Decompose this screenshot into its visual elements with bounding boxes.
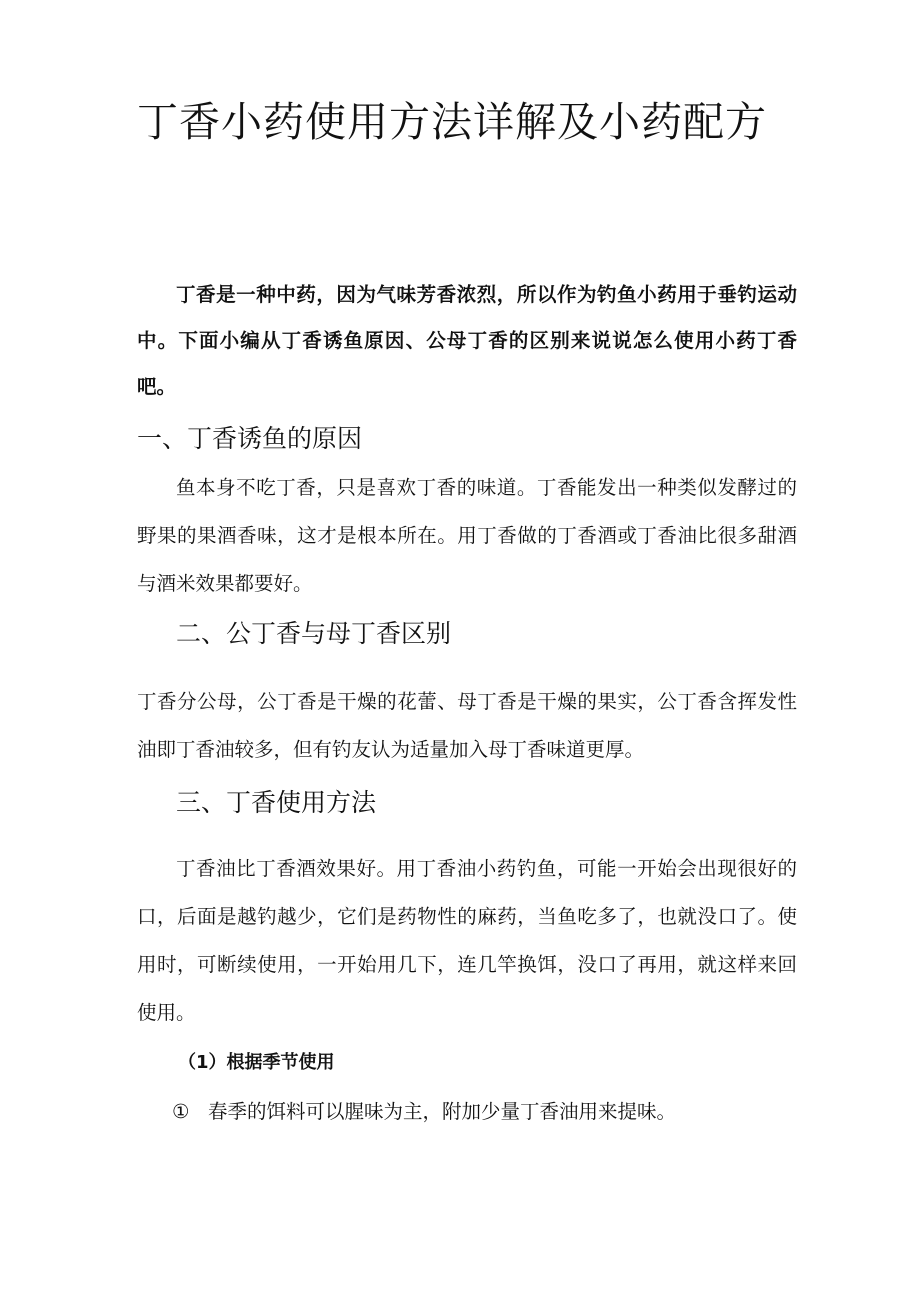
intro-paragraph: 丁香是一种中药，因为气味芳香浓烈，所以作为钓鱼小药用于垂钓运动中。下面小编从丁香诱鱼原因、公母丁香的区别来说说怎么使用小药丁香吧。 — [137, 283, 797, 398]
list-item-text: 春季的饵料可以腥味为主，附加少量丁香油用来提味。 — [208, 1100, 677, 1123]
section-paragraph-1: 鱼本身不吃丁香，只是喜欢丁香的味道。丁香能发出一种类似发酵过的野果的果酒香味，这才是根本所在。用丁香做的丁香酒或丁香油比很多甜酒与酒米效果都要好。 — [137, 476, 797, 595]
document-title: 丁香小药使用方法详解及小药配方 — [137, 98, 767, 146]
section-heading-3: 三、丁香使用方法 — [176, 788, 377, 817]
subheading-season: （1）根据季节使用 — [178, 1052, 335, 1073]
section-paragraph-3: 丁香油比丁香酒效果好。用丁香油小药钓鱼，可能一开始会出现很好的口，后面是越钓越少，它们是药物性的麻药，当鱼吃多了，也就没口了。使用时，可断续使用，一开始用几下，连几竿换饵，没口了再用，就这样来回使用。 — [137, 857, 797, 1024]
section-heading-1: 一、丁香诱鱼的原因 — [137, 424, 363, 453]
list-item — [172, 1092, 676, 1132]
section-heading-2: 二、公丁香与母丁香区别 — [176, 619, 452, 648]
section-paragraph-2: 丁香分公母，公丁香是干燥的花蕾、母丁香是干燥的果实，公丁香含挥发性油即丁香油较多，但有钓友认为适量加入母丁香味道更厚。 — [137, 690, 797, 761]
list-item-marker: ① — [172, 1100, 190, 1123]
